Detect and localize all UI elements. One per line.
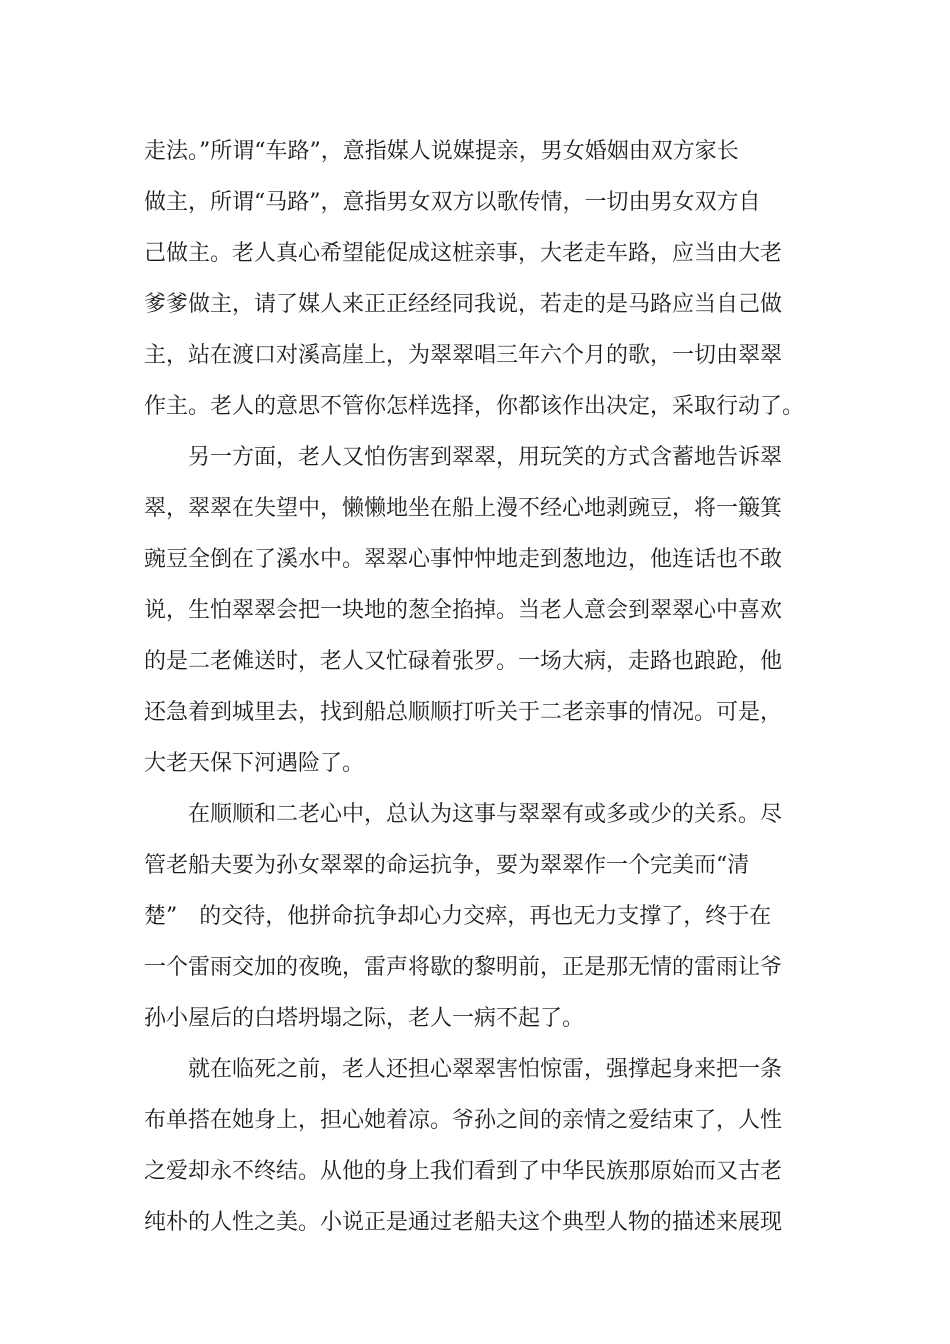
text-line: 爹爹做主，请了媒人来正正经经同我说，若走的是马路应当自己做	[144, 292, 783, 317]
text-line: 孙小屋后的白塔坍塌之际，老人一病不起了。	[144, 1006, 585, 1031]
text-line: 大老天保下河遇险了。	[144, 751, 365, 776]
text-line: 说，生怕翠翠会把一块地的葱全掐掉。当老人意会到翠翠心中喜欢	[144, 598, 783, 623]
text-line: 布单搭在她身上，担心她着凉。爷孙之间的亲情之爱结束了，人性	[144, 1108, 783, 1133]
paragraph-first-line: 另一方面，老人又怕伤害到翠翠，用玩笑的方式含蓄地告诉翠	[188, 445, 783, 470]
text-line: 主，站在渡口对溪高崖上，为翠翠唱三年六个月的歌，一切由翠翠	[144, 343, 783, 368]
text-line: 楚” 的交待，他拼命抗争却心力交瘁，再也无力支撑了，终于在	[144, 904, 772, 929]
text-line: 一个雷雨交加的夜晚，雷声将歇的黎明前，正是那无情的雷雨让爷	[144, 955, 783, 980]
text-line: 之爱却永不终结。从他的身上我们看到了中华民族那原始而又古老	[144, 1159, 783, 1184]
text-line: 纯朴的人性之美。小说正是通过老船夫这个典型人物的描述来展现	[144, 1210, 783, 1235]
text-line: 还急着到城里去，找到船总顺顺打听关于二老亲事的情况。可是，	[144, 700, 783, 725]
body-text	[144, 126, 806, 1248]
text-line: 己做主。老人真心希望能促成这桩亲事，大老走车路，应当由大老	[144, 241, 783, 266]
text-line: 豌豆全倒在了溪水中。翠翠心事忡忡地走到葱地边，他连话也不敢	[144, 547, 783, 572]
text-line: 的是二老傩送时，老人又忙碌着张罗。一场大病，走路也踉跄，他	[144, 649, 783, 674]
paragraph-first-line: 在顺顺和二老心中，总认为这事与翠翠有或多或少的关系。尽	[188, 802, 783, 827]
text-line: 走法。”所谓“车路”，意指媒人说媒提亲，男女婚姻由双方家长	[144, 139, 739, 164]
text-line: 做主，所谓“马路”，意指男女双方以歌传情，一切由男女双方自	[144, 190, 761, 215]
paragraph-first-line: 就在临死之前，老人还担心翠翠害怕惊雷，强撑起身来把一条	[188, 1057, 783, 1082]
text-line: 管老船夫要为孙女翠翠的命运抗争，要为翠翠作一个完美而“清	[144, 853, 750, 878]
text-line: 翠，翠翠在失望中，懒懒地坐在船上漫不经心地剥豌豆，将一簸箕	[144, 496, 783, 521]
text-line: 作主。老人的意思不管你怎样选择，你都该作出决定，采取行动了。	[144, 394, 805, 419]
